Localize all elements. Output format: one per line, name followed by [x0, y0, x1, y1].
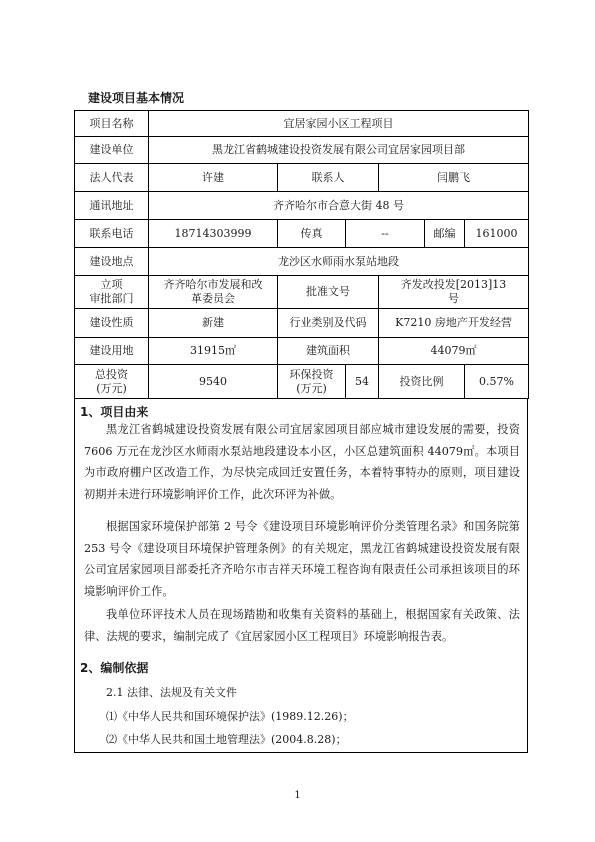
table-row [75, 338, 529, 365]
cell-label: 建设单位 [75, 137, 149, 164]
table-row [75, 164, 529, 192]
cell-value: 31915㎡ [149, 338, 278, 365]
cell-value: 黑龙江省鹤城建设投资发展有限公司宜居家园项目部 [149, 137, 529, 164]
label-line: (万元) [296, 381, 327, 395]
value-line: 革委员会 [191, 292, 235, 305]
cell-value: 9540 [149, 365, 278, 399]
cell-label: 项目名称 [75, 111, 149, 137]
value-line: 齐齐哈尔市发展和改 [163, 278, 263, 291]
cell-value: -- [346, 220, 425, 248]
cell-value [379, 276, 529, 309]
cell-value: 44079㎡ [379, 338, 529, 365]
value-line: 齐发改投发[2013]13 [400, 278, 507, 291]
cell-label [278, 365, 346, 399]
label-line: 审批部门 [89, 292, 134, 305]
table-row [75, 220, 529, 248]
table-row [75, 192, 529, 220]
cell-value: 齐齐哈尔市合意大街 48 号 [149, 192, 529, 220]
section-title: 1、项目由来 [80, 405, 149, 419]
cell-label: 建设地点 [75, 248, 149, 276]
page-number: 1 [294, 790, 301, 801]
table-row [75, 276, 529, 309]
cell-value: 宜居家园小区工程项目 [149, 111, 529, 137]
label-line: (万元) [96, 381, 127, 395]
cell-label: 联系电话 [75, 220, 149, 248]
section-heading: 建设项目基本情况 [88, 91, 185, 105]
table-row [75, 365, 529, 399]
cell-value: 18714303999 [149, 220, 278, 248]
cell-value: K7210 房地产开发经营 [379, 309, 529, 338]
cell-value: 161000 [465, 220, 529, 248]
cell-value: 许建 [149, 164, 278, 192]
cell-label: 建筑面积 [278, 338, 379, 365]
list-item: ⑵《中华人民共和国土地管理法》(2004.8.28)； [106, 733, 347, 746]
cell-label [75, 276, 149, 309]
label-line: 环保投资 [289, 367, 334, 381]
cell-value: 0.57% [465, 365, 529, 399]
project-info-table [74, 110, 529, 399]
label-line: 总投资 [95, 367, 128, 381]
cell-label: 邮编 [425, 220, 465, 248]
label-line: 立项 [100, 278, 123, 291]
cell-value: 54 [346, 365, 379, 399]
table-row [75, 137, 529, 164]
cell-label: 投资比例 [379, 365, 465, 399]
paragraph: 黑龙江省鹤城建设投资发展有限公司宜居家园项目部应城市建设发展的需要，投资 7606 万元在龙沙区水师雨水泵站地段建设本小区，小区总建筑面积 44079㎡。本项目为市政府棚户区改造工作，为尽快完成回迁安置任务，本着特事特办的原则，项目建设初期并未进行环境影响评价工作，此次环评为补做。 [84, 423, 520, 501]
cell-label: 传真 [278, 220, 346, 248]
section-title: 2、编制依据 [80, 661, 149, 675]
subsection-title: 2.1 法律、法规及有关文件 [106, 686, 237, 699]
table-row [75, 248, 529, 276]
cell-value: 龙沙区水师雨水泵站地段 [149, 248, 529, 276]
cell-label: 建设性质 [75, 309, 149, 338]
cell-label: 批准文号 [278, 276, 379, 309]
table-row [75, 309, 529, 338]
cell-label [75, 365, 149, 399]
cell-label: 联系人 [278, 164, 379, 192]
cell-label: 法人代表 [75, 164, 149, 192]
value-line: 号 [448, 292, 460, 305]
table-row [75, 111, 529, 137]
cell-value: 新建 [149, 309, 278, 338]
cell-value [149, 276, 278, 309]
list-item: ⑴《中华人民共和国环境保护法》(1989.12.26)； [106, 710, 354, 723]
paragraph: 根据国家环境保护部第 2 号令《建设项目环境影响评价分类管理名录》和国务院第 253 号令《建设项目环境保护管理条例》的有关规定，黑龙江省鹤城建设投资发展有限公司宜居家园项目部委托齐齐哈尔市吉祥天环境工程咨询有限责任公司承担该项目的环境影响评价工作。 [84, 520, 520, 598]
cell-label: 建设用地 [75, 338, 149, 365]
cell-value: 闫鹏飞 [379, 164, 529, 192]
paragraph: 我单位环评技术人员在现场踏勘和收集有关资料的基础上，根据国家有关政策、法律、法规的要求，编制完成了《宜居家园小区工程项目》环境影响报告表。 [84, 608, 520, 643]
cell-label: 行业类别及代码 [278, 309, 379, 338]
cell-label: 通讯地址 [75, 192, 149, 220]
